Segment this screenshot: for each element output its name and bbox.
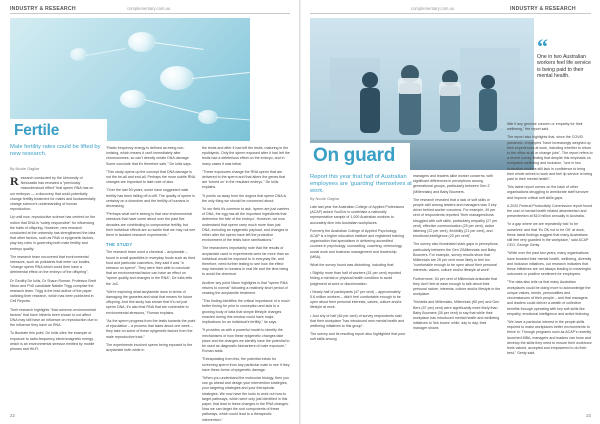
paragraph: The survey and its resulting report also highlighted that poor soft skills among bbox=[310, 332, 406, 342]
paragraph: Late last year the Australian College of Applied Professions (ACAP) asked YouGov to undertake a nationally representative sample of 1,000 Australian workers to accurately dive into Australian workplaces. bbox=[310, 205, 405, 225]
paragraph: A 2020 Federal Productivity Commission report found the cost of mental health related absenteeism and presenteeism at $10 million annually in Australia. bbox=[507, 203, 593, 219]
paragraph: "We have a particular interest in the people skills required to make workplaces better environments to thrive in. Through programs such as ACAP's recently launched MBA, managers and leaders can hone and develop the skills they need to ensure their workforce feels valued, accepted and empowered to do their best," Genty said. bbox=[507, 319, 592, 356]
paragraph: little if any genuine concern or empathy for their wellbeing," the report said. bbox=[507, 122, 583, 132]
pull-quote bbox=[537, 34, 591, 80]
column-1 bbox=[10, 176, 98, 355]
paragraph: Another key point Nixon highlights is that "sperm RNA returns to normal" following a relatively short period of ceasing the acrylamide treatment. bbox=[202, 280, 288, 296]
paragraph: Formerly the Australian College of Applied Psychology, ACAP is a higher education institute and registered training organisation that specialises in delivering accredited courses in psychology, counselling, coaching, criminology, social work and business management and leadership (MBA). bbox=[310, 228, 405, 259]
paragraph: "Radio frequency energy is defined as being non-ionising, which means it can't immediately alter chromosomes, so can't directly create DNA damage. Some conclude that it's therefore safe," De Iuliis says. bbox=[106, 146, 192, 166]
sperm-illustration bbox=[120, 90, 146, 108]
site-url: complementary.com.au bbox=[411, 6, 455, 11]
paragraph: "These exposures change the RNA sperm that are delivered to the sperm and that alters the genes that are 'turned on' in the resultant embryo," De Iuliis explains. bbox=[202, 169, 286, 190]
section-header: INDUSTRY & RESEARCH bbox=[510, 6, 576, 12]
paragraph: The researchers importantly note that the results of acrylamide used in experiments were far more than an individual would be exposed to in everyday life, and therefore, need further testing to see how the effect may translate to humans in real life and the time being to avoid the chemical. bbox=[202, 246, 289, 277]
paragraph: the testis and after it had left the testis, maturing in the epididymis. Only the sperm exposed after it had left the testis had a deleterious effect on the embryo, and in many cases it was lethal. bbox=[202, 146, 290, 166]
paragraph: The research team used a chemical – acrylamide – found in small quantities in everyday foods such as fried food and particular cosmetics, they said it was "a stressor on sperm". They were then able to conclude that an environmental factor can have an effect on "sperm quality and changes in the RNA", De Iuliis tells the JoC. bbox=[106, 250, 196, 286]
column-3 bbox=[507, 122, 593, 359]
header-rule bbox=[10, 13, 290, 14]
article-standfirst: Report this year that half of Australian employees are 'guarding' themselves at work. bbox=[310, 174, 412, 194]
column-2 bbox=[106, 146, 196, 356]
paragraph: Dr Geoffry De Iuliis, Dr Shaun Roman, Professor Brett Nixon and PhD candidate Natalie Trigg comprise the research team. Trigg is the lead author of the paper outlining their research, which has been published in Cell Reports. bbox=[10, 278, 97, 304]
paragraph: "When you understand the molecular biology, then you can go ahead and design your intervention strategies, your targeting strategies and your therapeutic strategies. We now have the tools to work out how to target pathways, which were only just identified in this paper, that lead to these changes in the RNA changes. Now we can target the root components of these pathways, which could lead to a therapeutic intervention." bbox=[202, 375, 289, 422]
paragraph: "Extrapolating from this, the potential exists for screening sperm from any particular male to see if they have these forms of epigenetic damage. bbox=[202, 357, 290, 372]
byline: By Nicole Gagliar bbox=[310, 197, 340, 201]
paragraph: Research conducted by the University of Newcastle has revealed a "previously misunderstood effect" that sperm RNA has on our embryos — a discovery that could potentially change fertility treatment for males and fundamentally change science's understanding of human reproduction. bbox=[10, 174, 96, 212]
drop-cap: R bbox=[10, 174, 19, 188]
column-3 bbox=[202, 146, 290, 424]
byline: By Nicole Gagliar bbox=[10, 167, 40, 171]
list-item: • Just shy of half (46 per cent) of survey respondents said that their workplace "has introduced new mental health and wellbeing initiatives to this group". bbox=[310, 313, 405, 329]
paragraph: "This finding identifies the critical importance of a much better timing for prior to conception and aids to a growing body of data that simple lifestyle changes enacted during this window could have major implications for an individual's fertility," he says. bbox=[202, 299, 290, 325]
paragraph: "The data also tells us that many Australian workplaces could be doing more to acknowledge the unique values, needs, personalities and circumstances of their people – and that managers and leaders could deliver a wealth of collective benefits through operating with key soft skills like empathy, emotional intelligence and active listening. bbox=[507, 280, 591, 316]
paragraph: "Perhaps what we're seeing is that new environmental stressors that have come about over the past five decades are contributing to compromise fertility, but their individual effects are so subtle that we may not see them in isolated research experiments." bbox=[106, 212, 196, 238]
paragraph: "It points us away from the dogma that sperm DNA is the only thing we should be concerned about. bbox=[202, 193, 287, 203]
paragraph: "It provides us with a powerful model to identify the mechanisms of how these epigenetic changes take place and the changes we identify have the potential to be used as diagnostic biomarkers of male exposure," Roman adds. bbox=[202, 328, 290, 354]
paragraph: The research revealed that a lack of soft skills or people skill among leaders and managers was 3 key driver behind worker concerns. For example, 49 per cent of respondents reported "their managers/boss struggled with soft skills, particularly empathy (27 per cent), effective communication (25 per cent), active listening (22 per cent), flexibility (21 per cent), and emotional intelligence (20 per cent)". bbox=[413, 197, 498, 239]
paragraph: To illustrate this point, De Iuliis cites the example of exposure to radio-frequency electromagnetic energy, which is an environmental stressor emitted by mobile phones and Wi-Fi. bbox=[10, 331, 95, 352]
pull-quote-text: One in two Australian workers feel life service is being paid to their mental health. bbox=[537, 54, 591, 80]
paragraph: The experiments involved sperm being exposed to the acrylamide both while in bbox=[106, 342, 193, 352]
page-number: 22 bbox=[10, 413, 15, 418]
section-header: INDUSTRY & RESEARCH bbox=[10, 6, 76, 12]
site-url: complementary.com.au bbox=[127, 6, 171, 11]
article-standfirst: Male fertility rates could be lifted by new research. bbox=[10, 144, 101, 157]
paragraph: Up until now, reproductive science has centred on the notion that DNA is "solely responsible" for influencing the traits of offspring. However, new research conducted at the university has strengthened the idea that other factors, such as RNA or epigenetic factors, play key roles in governing both male fertility and embryo quality. bbox=[10, 215, 96, 251]
sperm-illustration bbox=[160, 66, 194, 90]
header-rule bbox=[310, 13, 591, 14]
hero-image-office bbox=[310, 18, 534, 170]
paragraph: The report also highlights that, since the COVID pandemic, employers "have increasingly weighed up their experiences at work, including whether to return to the office at all or change jobs". The report refers to a recent survey finding that despite this emphasis on workplace wellbeing and inclusion, "one in two Australian workers still lack in confidence to bring their whole selves to work and feel lip service is being paid to their mental health". bbox=[507, 135, 593, 182]
paragraph: "Over the last 50 years, some have suggested male fertility has been falling off a cliff. The quality of sperm is certainly on a downturn and the fertility of humans is decreasing. bbox=[106, 188, 195, 209]
paragraph: managers and leaders alike worker concerns, with significant differences in perceptions among generational groups, particularly between Gen Z (Millennials) and Baby Boomers. bbox=[413, 174, 493, 194]
paragraph: "While over the past two years, many organisations have boosted their mental health, wellbeing, diversity and inclusion initiatives, our research indicates that these initiatives are not always leading to meaningful outcomes or positive sentiment for employees. bbox=[507, 251, 592, 277]
paragraph: "This study opens up the concept that DNA damage is not the be-all and end-all. Perhaps the more subtle RNA changes are important to take note of also. bbox=[106, 169, 196, 185]
page-left bbox=[0, 0, 299, 424]
hero-image-sperm bbox=[10, 18, 250, 141]
paragraph: This latest report comes on the back of other organisations struggling to ameliorate staff turnover and improve critical soft skills gaps. bbox=[507, 185, 589, 200]
list-item: • Nearly half of participants (47 per cent) – approximately 5.6 million workers – didn't feel comfortable enough to be open about their personal interests, values, culture and/or lifestyle at work. bbox=[310, 289, 402, 310]
list-item: • Slightly more than half of workers (51 per cent) reported hiding a mental or physical health condition to avoid judgement at work or discrimination. bbox=[310, 271, 402, 286]
paragraph: What the survey found was disturbing, including that: bbox=[310, 263, 395, 268]
paragraph: "As the sperm progress from the testis towards the point of ejaculation – a process that takes about one week – they take on some of these epigenetic factors from the male reproductive tract." bbox=[106, 318, 196, 339]
article-title: On guard bbox=[313, 145, 396, 166]
column-1 bbox=[310, 205, 406, 346]
article-title: Fertile bbox=[14, 122, 60, 139]
paragraph: "We're exploring what acrylamide does in terms of damaging the gametes and what that means for future offspring. And this study has shown that it's not just sperm DNA, it's also that RNA that are vulnerable to environmental stressors," Roman explains. bbox=[106, 289, 193, 315]
page-right bbox=[301, 0, 600, 424]
paragraph: The survey also illuminated stark gaps in perceptions, particularly between the Gen Z/Millennials and Baby Boomers. For example, survey results show that Millennials are 26 per cent more likely to feel too "comfortable enough to be open about their personal interests, values, culture and/or lifestyle at work". bbox=[413, 242, 499, 273]
column-2 bbox=[413, 174, 501, 335]
quote-icon: “ bbox=[537, 34, 548, 59]
paragraph: "In our field it's common to ask, 'sperm are just carriers of DNA, the egg has all the important ingredients that determine the fate of the embryo'. However, we now understand that sperm carry much more than just DNA, including an epigenetic payload, and changes to either alter the sperm have left the protective environment of the testis have ramifications." bbox=[202, 207, 290, 243]
paragraph: The research team uncovered that environmental stressors, such as pollutants that enter our bodies, "change sperm RNA which could then have a detrimental effect on the embryo of the offspring". bbox=[10, 254, 91, 275]
paragraph: Trishiella and Millennials, Millennials (65 per) and Gen Bers (57 per) cent) were significantly more likely than Baby Boomers (35 per cent) to say that while their workplace has introduced mental health and wellbeing initiatives to 'tick boxes' while, day to day, their manager shows bbox=[413, 300, 500, 331]
paragraph: Furthermore, 54 per cent of Millennials articulate that they don't feel at ease enough to talk about their personal nature, interests, culture and/or lifestyle in the workplace. bbox=[413, 276, 501, 297]
sperm-illustration bbox=[128, 32, 156, 52]
paragraph: Their research highlights "that common environmental factors" that have hitherto been shown to not affect DNA may still have an influence on reproduction due to the influence they have on RNA. bbox=[10, 307, 98, 328]
paragraph: "In a gap where we are repeatedly told 'to be ourselves' and that 'it's OK not to be OK' at work, these latest findings suggest that many Australians still feel very guarded in the workplace," said ACAP CEO, George Genty. bbox=[507, 222, 589, 248]
page-number: 23 bbox=[586, 413, 591, 418]
section-heading: THE STUDY bbox=[106, 242, 133, 248]
